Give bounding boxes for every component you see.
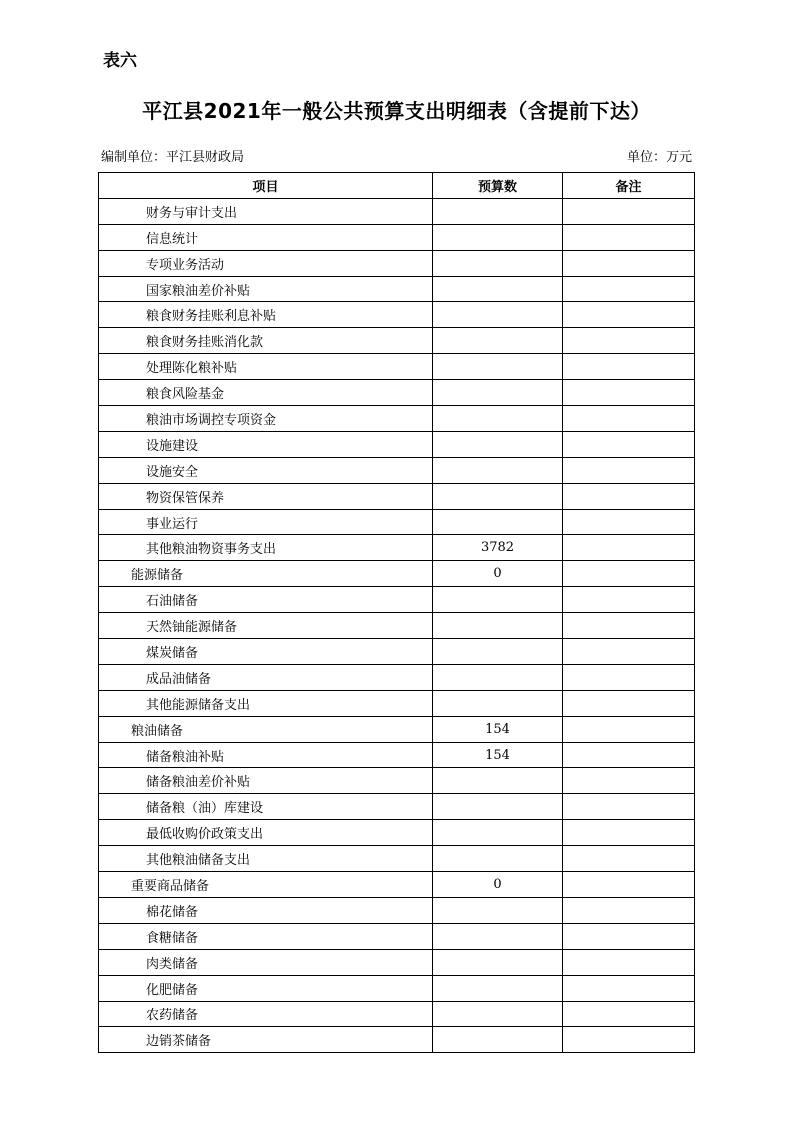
row-item-name: 重要商品储备 <box>99 872 433 898</box>
row-note <box>563 224 695 250</box>
table-row <box>99 224 695 250</box>
table-row <box>99 302 695 328</box>
page-title: 平江县2021年一般公共预算支出明细表（含提前下达） <box>142 99 651 123</box>
row-note <box>563 768 695 794</box>
row-budget-amount <box>433 354 563 380</box>
row-budget-amount: 0 <box>433 561 563 587</box>
row-budget-amount <box>433 1027 563 1053</box>
row-note <box>563 535 695 561</box>
row-item-name: 其他粮油储备支出 <box>99 846 433 872</box>
compiler-label: 编制单位：平江县财政局 <box>101 150 245 165</box>
row-item-name: 事业运行 <box>99 509 433 535</box>
row-budget-amount <box>433 224 563 250</box>
row-item-name: 粮油市场调控专项资金 <box>99 406 433 432</box>
table-row <box>99 716 695 742</box>
row-item-name: 其他能源储备支出 <box>99 690 433 716</box>
row-budget-amount <box>433 923 563 949</box>
row-item-name: 粮食财务挂账利息补贴 <box>99 302 433 328</box>
row-item-name: 信息统计 <box>99 224 433 250</box>
row-item-name: 成品油储备 <box>99 664 433 690</box>
table-row <box>99 923 695 949</box>
row-item-name: 能源储备 <box>99 561 433 587</box>
row-note <box>563 328 695 354</box>
row-note <box>563 1001 695 1027</box>
row-budget-amount <box>433 846 563 872</box>
row-item-name: 粮食风险基金 <box>99 380 433 406</box>
table-row <box>99 794 695 820</box>
row-item-name: 处理陈化粮补贴 <box>99 354 433 380</box>
table-row <box>99 1027 695 1053</box>
column-header-amount: 预算数 <box>433 173 563 199</box>
row-item-name: 物资保管保养 <box>99 483 433 509</box>
row-budget-amount <box>433 328 563 354</box>
page-label: 表六 <box>103 51 137 71</box>
row-budget-amount <box>433 587 563 613</box>
row-budget-amount <box>433 457 563 483</box>
row-budget-amount: 0 <box>433 872 563 898</box>
column-header-item: 项目 <box>99 173 433 199</box>
row-item-name: 专项业务活动 <box>99 250 433 276</box>
table-row <box>99 457 695 483</box>
table-row <box>99 328 695 354</box>
row-item-name: 农药储备 <box>99 1001 433 1027</box>
row-note <box>563 794 695 820</box>
row-item-name: 粮食财务挂账消化款 <box>99 328 433 354</box>
row-budget-amount <box>433 975 563 1001</box>
table-row <box>99 198 695 224</box>
row-note <box>563 975 695 1001</box>
row-item-name: 其他粮油物资事务支出 <box>99 535 433 561</box>
row-budget-amount: 154 <box>433 742 563 768</box>
row-budget-amount <box>433 639 563 665</box>
table-row <box>99 639 695 665</box>
table-row <box>99 664 695 690</box>
row-item-name: 财务与审计支出 <box>99 198 433 224</box>
table-row <box>99 872 695 898</box>
row-item-name: 天然铀能源储备 <box>99 613 433 639</box>
row-budget-amount <box>433 897 563 923</box>
row-budget-amount <box>433 198 563 224</box>
table-row <box>99 820 695 846</box>
row-note <box>563 354 695 380</box>
row-item-name: 石油储备 <box>99 587 433 613</box>
row-budget-amount <box>433 664 563 690</box>
row-note <box>563 431 695 457</box>
table-row <box>99 483 695 509</box>
row-note <box>563 198 695 224</box>
row-note <box>563 1027 695 1053</box>
row-item-name: 粮油储备 <box>99 716 433 742</box>
table-body <box>99 198 695 1052</box>
table-row <box>99 250 695 276</box>
row-item-name: 肉类储备 <box>99 949 433 975</box>
row-budget-amount <box>433 431 563 457</box>
row-item-name: 储备粮油差价补贴 <box>99 768 433 794</box>
row-budget-amount <box>433 483 563 509</box>
row-budget-amount <box>433 509 563 535</box>
row-budget-amount <box>433 276 563 302</box>
row-note <box>563 509 695 535</box>
row-note <box>563 380 695 406</box>
row-item-name: 设施安全 <box>99 457 433 483</box>
row-item-name: 棉花储备 <box>99 897 433 923</box>
table-row <box>99 561 695 587</box>
table-row <box>99 690 695 716</box>
row-item-name: 国家粮油差价补贴 <box>99 276 433 302</box>
row-note <box>563 820 695 846</box>
row-budget-amount <box>433 690 563 716</box>
table-row <box>99 975 695 1001</box>
table-row <box>99 354 695 380</box>
row-item-name: 设施建设 <box>99 431 433 457</box>
unit-label: 单位：万元 <box>626 150 692 165</box>
row-note <box>563 690 695 716</box>
row-budget-amount <box>433 1001 563 1027</box>
table-row <box>99 846 695 872</box>
row-note <box>563 923 695 949</box>
row-budget-amount <box>433 613 563 639</box>
table-row <box>99 768 695 794</box>
row-note <box>563 664 695 690</box>
table-row <box>99 406 695 432</box>
row-note <box>563 302 695 328</box>
row-item-name: 储备粮油补贴 <box>99 742 433 768</box>
column-header-note: 备注 <box>563 173 695 199</box>
row-budget-amount <box>433 949 563 975</box>
table-row <box>99 613 695 639</box>
table-header-row <box>99 173 695 199</box>
row-budget-amount <box>433 406 563 432</box>
row-budget-amount: 3782 <box>433 535 563 561</box>
table-row <box>99 587 695 613</box>
row-note <box>563 897 695 923</box>
row-budget-amount <box>433 380 563 406</box>
table-row <box>99 742 695 768</box>
row-item-name: 食糖储备 <box>99 923 433 949</box>
row-budget-amount <box>433 794 563 820</box>
row-budget-amount <box>433 250 563 276</box>
row-item-name: 最低收购价政策支出 <box>99 820 433 846</box>
row-note <box>563 406 695 432</box>
row-note <box>563 457 695 483</box>
table-row <box>99 431 695 457</box>
table-row <box>99 380 695 406</box>
row-note <box>563 716 695 742</box>
row-note <box>563 613 695 639</box>
table-row <box>99 276 695 302</box>
table-row <box>99 949 695 975</box>
row-budget-amount: 154 <box>433 716 563 742</box>
row-note <box>563 587 695 613</box>
table-row <box>99 1001 695 1027</box>
row-item-name: 边销茶储备 <box>99 1027 433 1053</box>
row-note <box>563 949 695 975</box>
row-note <box>563 639 695 665</box>
budget-table <box>98 172 695 1053</box>
row-note <box>563 276 695 302</box>
row-item-name: 化肥储备 <box>99 975 433 1001</box>
row-note <box>563 846 695 872</box>
table-row <box>99 535 695 561</box>
row-note <box>563 561 695 587</box>
table-row <box>99 897 695 923</box>
row-note <box>563 872 695 898</box>
table-row <box>99 509 695 535</box>
row-note <box>563 250 695 276</box>
row-item-name: 煤炭储备 <box>99 639 433 665</box>
row-item-name: 储备粮（油）库建设 <box>99 794 433 820</box>
row-budget-amount <box>433 768 563 794</box>
row-budget-amount <box>433 302 563 328</box>
row-budget-amount <box>433 820 563 846</box>
row-note <box>563 483 695 509</box>
row-note <box>563 742 695 768</box>
